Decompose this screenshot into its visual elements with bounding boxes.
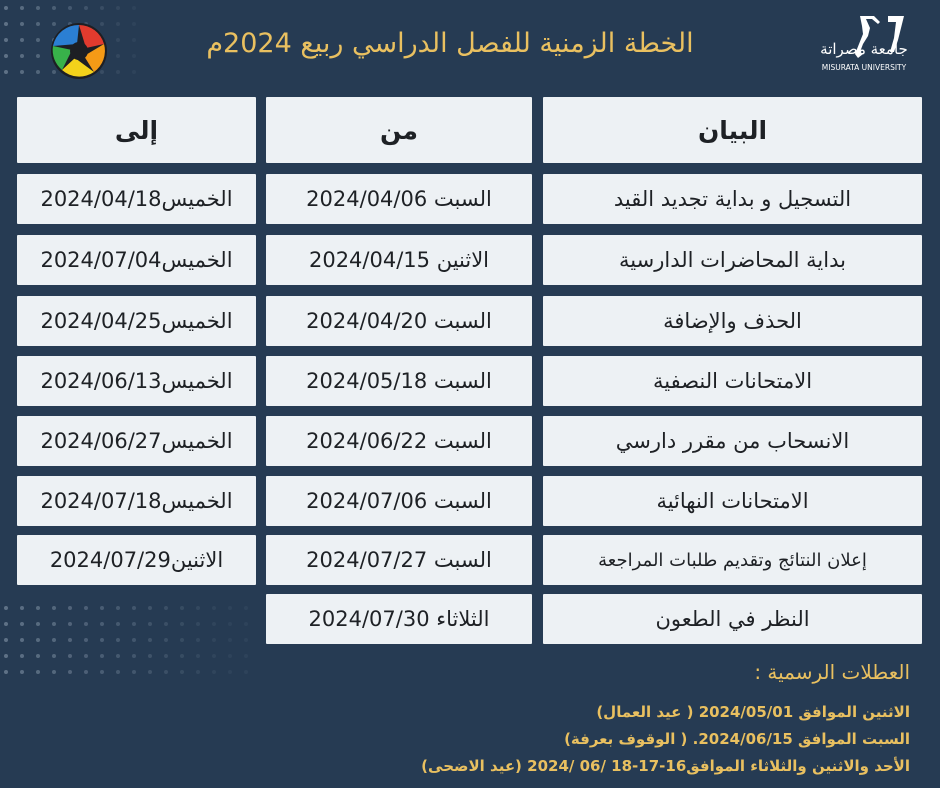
decor-dot [164,670,168,674]
decor-dot [36,38,40,42]
from-date: 2024/07/30 [308,607,430,631]
decor-dot [36,654,40,658]
from-day: السبت [433,309,492,333]
decor-dot [164,654,168,658]
decor-dot [84,606,88,610]
row-from-cell [266,296,532,346]
decor-dot [100,670,104,674]
decor-dot [84,622,88,626]
decor-dot [132,54,136,58]
from-day: السبت [433,187,492,211]
from-day: السبت [433,429,492,453]
decorative-dots-bottom [0,600,270,690]
decor-dot [100,6,104,10]
decor-dot [132,638,136,642]
decor-dot [4,622,8,626]
decor-dot [116,670,120,674]
decor-dot [180,606,184,610]
decor-dot [228,638,232,642]
decor-dot [68,654,72,658]
decor-dot [244,606,248,610]
decor-dot [4,38,8,42]
to-date: 2024/07/29 [49,548,171,572]
decor-dot [212,654,216,658]
decor-dot [84,638,88,642]
decor-dot [132,622,136,626]
decor-dot [212,670,216,674]
decor-dot [228,622,232,626]
decor-dot [132,70,136,74]
decor-dot [148,670,152,674]
decor-dot [36,638,40,642]
decor-dot [116,622,120,626]
decor-dot [196,606,200,610]
holiday-note: الأحد والاثنين والثلاثاء الموافق16-17-18 /06 /2024 (عيد الاضحى) [421,757,910,775]
to-day: الاثنين [170,548,224,572]
decor-dot [180,638,184,642]
row-to-cell [17,235,256,285]
row-item-label: التسجيل و بداية تجديد القيد [543,174,922,224]
decor-dot [36,6,40,10]
decor-dot [68,638,72,642]
university-logo [808,14,926,76]
decor-dot [52,622,56,626]
decor-dot [148,606,152,610]
row-item-label: الامتحانات النصفية [543,356,922,406]
from-day: السبت [433,489,492,513]
row-from-cell [266,174,532,224]
decor-dot [116,70,120,74]
decor-dot [20,6,24,10]
to-date: 2024/06/27 [40,429,162,453]
row-to-cell [17,174,256,224]
decor-dot [36,622,40,626]
decor-dot [228,606,232,610]
decor-dot [244,654,248,658]
from-day: السبت [433,548,492,572]
to-day: الخميس [161,369,233,393]
from-date: 2024/04/06 [306,187,428,211]
row-from-cell [266,356,532,406]
decor-dot [36,54,40,58]
decor-dot [68,670,72,674]
to-day: الخميس [161,248,233,272]
decor-dot [148,638,152,642]
row-to-cell [17,535,256,585]
decor-dot [68,606,72,610]
from-day: السبت [433,369,492,393]
decor-dot [4,606,8,610]
university-logo-subtitle: MISURATA UNIVERSITY [821,63,907,72]
row-item-label: إعلان النتائج وتقديم طلبات المراجعة [543,535,922,585]
row-item-label: الانسحاب من مقرر دارسي [543,416,922,466]
decor-dot [116,6,120,10]
decor-dot [116,38,120,42]
decor-dot [4,22,8,26]
decor-dot [244,622,248,626]
from-date: 2024/07/27 [306,548,428,572]
decor-dot [36,22,40,26]
decor-dot [148,654,152,658]
from-date: 2024/05/18 [306,369,428,393]
decor-dot [132,654,136,658]
decor-dot [52,670,56,674]
decor-dot [228,670,232,674]
to-date: 2024/06/13 [40,369,162,393]
decor-dot [180,622,184,626]
to-day: الخميس [161,489,233,513]
decor-dot [20,22,24,26]
decor-dot [52,654,56,658]
decor-dot [20,606,24,610]
decor-dot [212,606,216,610]
decor-dot [116,638,120,642]
holiday-note: السبت الموافق 2024/06/15. ( الوقوف بعرفة) [564,730,910,748]
row-from-cell [266,416,532,466]
decor-dot [4,670,8,674]
decor-dot [132,38,136,42]
decor-dot [4,638,8,642]
from-date: 2024/07/06 [306,489,428,513]
decor-dot [52,6,56,10]
decor-dot [20,654,24,658]
decor-dot [84,6,88,10]
row-from-cell [266,594,532,644]
to-date: 2024/04/18 [40,187,162,211]
to-date: 2024/04/25 [40,309,162,333]
from-date: 2024/04/15 [308,248,431,272]
decor-dot [164,606,168,610]
decor-dot [100,654,104,658]
row-from-cell [266,235,532,285]
decor-dot [4,70,8,74]
decor-dot [196,654,200,658]
holiday-note: الاثنين الموافق 2024/05/01 ( عيد العمال) [596,703,910,721]
decor-dot [212,638,216,642]
decor-dot [116,606,120,610]
decor-dot [228,654,232,658]
header-to: إلى [17,97,256,163]
decor-dot [84,670,88,674]
row-from-cell [266,476,532,526]
decor-dot [100,606,104,610]
decor-dot [116,22,120,26]
decor-dot [212,622,216,626]
decor-dot [180,670,184,674]
university-emblem-icon [808,14,926,76]
decor-dot [4,54,8,58]
to-day: الخميس [161,309,233,333]
decor-dot [132,6,136,10]
row-to-cell [17,416,256,466]
decor-dot [36,70,40,74]
decor-dot [196,622,200,626]
decor-dot [196,670,200,674]
decor-dot [52,638,56,642]
to-date: 2024/07/04 [40,248,162,272]
decor-dot [20,70,24,74]
decor-dot [20,622,24,626]
row-to-cell [17,296,256,346]
decor-dot [132,606,136,610]
decor-dot [36,606,40,610]
decor-dot [20,638,24,642]
decor-dot [52,606,56,610]
header-item: البيان [543,97,922,163]
university-logo-text: جامعة مصراتة [820,40,908,58]
decor-dot [164,622,168,626]
header-from: من [266,97,532,163]
decor-dot [244,670,248,674]
decor-dot [148,622,152,626]
row-item-label: الامتحانات النهائية [543,476,922,526]
decor-dot [100,638,104,642]
from-date: 2024/06/22 [306,429,428,453]
decor-dot [20,54,24,58]
to-date: 2024/07/18 [40,489,162,513]
decor-dot [100,622,104,626]
from-date: 2024/04/20 [306,309,428,333]
decor-dot [36,670,40,674]
row-from-cell [266,535,532,585]
row-item-label: الحذف والإضافة [543,296,922,346]
decor-dot [20,38,24,42]
decor-dot [84,654,88,658]
aperture-logo-icon [50,22,108,80]
decor-dot [180,654,184,658]
decor-dot [132,670,136,674]
row-item-label: بداية المحاضرات الدارسية [543,235,922,285]
to-day: الخميس [161,429,233,453]
decor-dot [164,638,168,642]
row-to-cell [17,476,256,526]
page-title: الخطة الزمنية للفصل الدراسي ربيع 2024م [206,28,694,59]
decor-dot [244,638,248,642]
row-item-label: النظر في الطعون [543,594,922,644]
from-day: الثلاثاء [436,607,490,631]
decor-dot [196,638,200,642]
decor-dot [116,54,120,58]
decor-dot [68,622,72,626]
decor-dot [4,654,8,658]
decor-dot [132,22,136,26]
decor-dot [68,6,72,10]
holidays-title: العطلات الرسمية : [754,660,910,684]
decor-dot [20,670,24,674]
from-day: الاثنين [436,248,490,272]
decor-dot [116,654,120,658]
to-day: الخميس [161,187,233,211]
decor-dot [4,6,8,10]
row-to-cell [17,356,256,406]
